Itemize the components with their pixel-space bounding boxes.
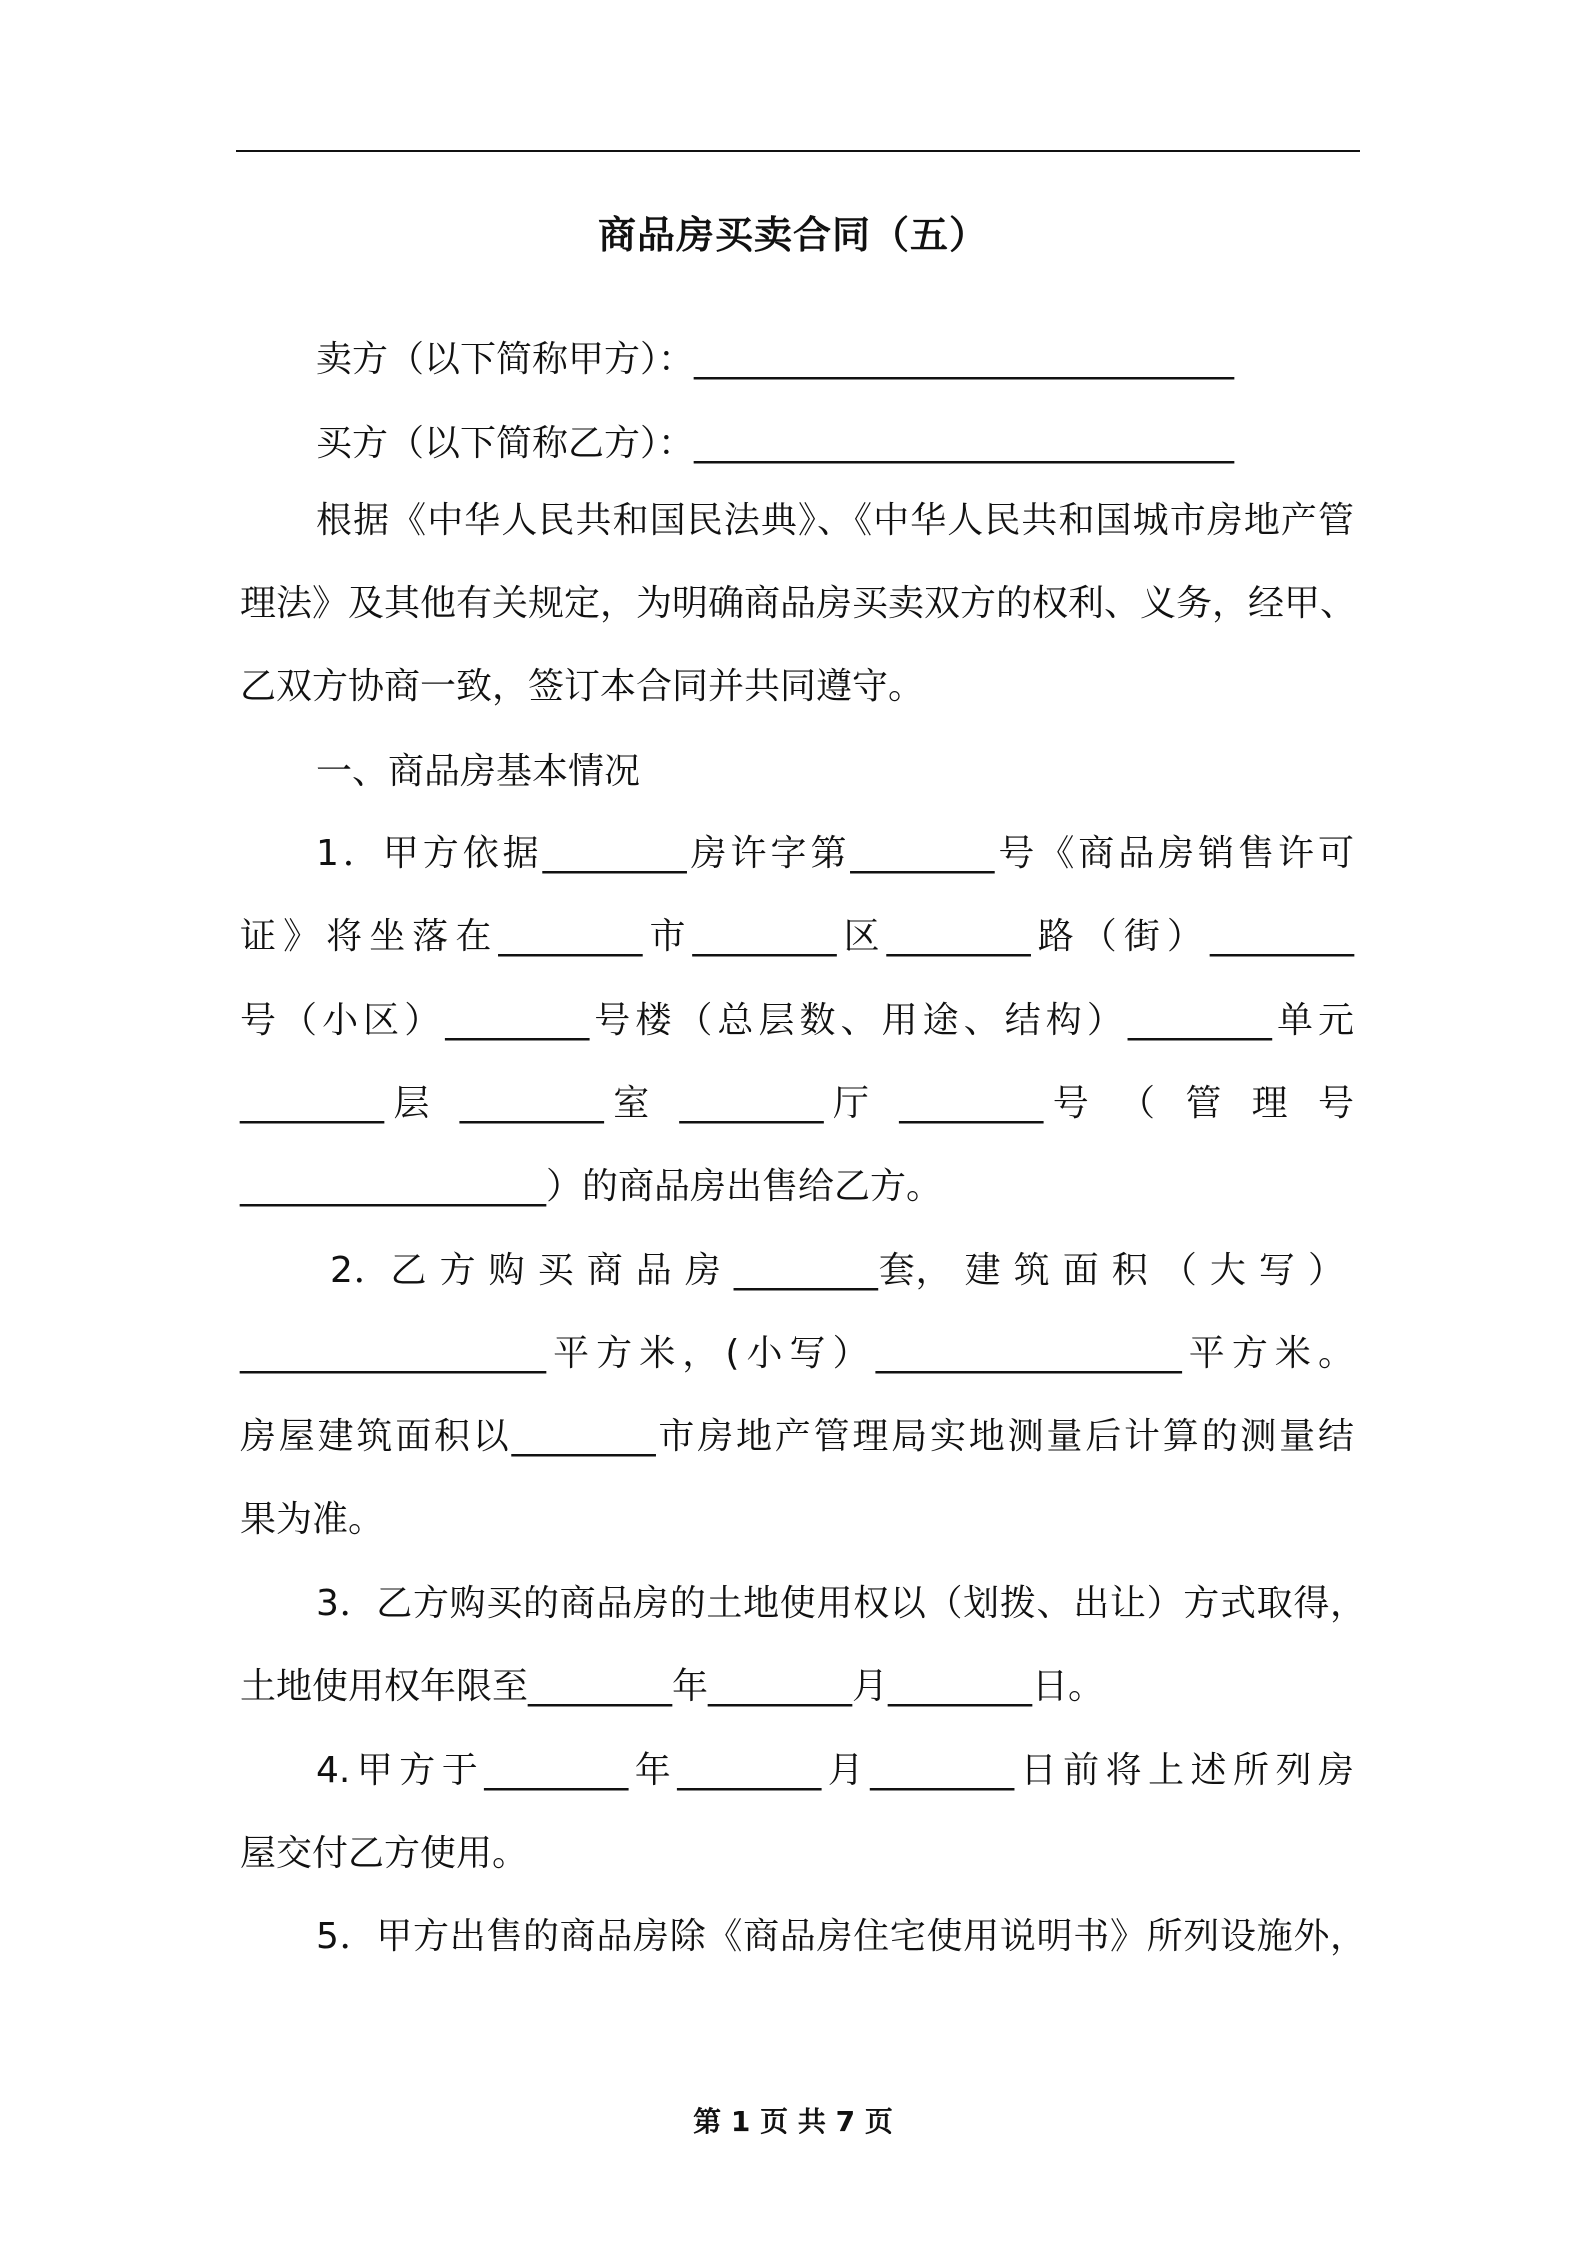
section-heading: 一、商品房基本情况	[316, 751, 641, 792]
preamble-line-3: 乙双方协商一致，签订本合同并共同遵守。	[240, 666, 925, 707]
clause-4-line-2: 屋交付乙方使用。	[240, 1833, 529, 1874]
clause-2-line-1: 2．乙 方 购 买 商 品 房 ________套， 建 筑 面 积 （ 大 写 ）	[330, 1250, 1344, 1291]
clause-2-line-3: 房屋建筑面积以________市房地产管理局实地测量后计算的测量结	[240, 1416, 1354, 1457]
clause-2-line-2: _________________平方米，(小写）_________________平方米。	[240, 1333, 1354, 1374]
preamble-line-1: 根据《中华人民共和国民法典》、《中华人民共和国城市房地产管	[316, 500, 1354, 541]
seller-line: 卖方（以下简称甲方）：______________________________	[316, 339, 1235, 380]
clause-3-line-1: 3．乙方购买的商品房的土地使用权以（划拨、出让）方式取得，	[316, 1583, 1366, 1624]
page-number: 第 1 页 共 7 页	[693, 2105, 893, 2138]
clause-1-line-3: 号（小区）________号楼（总层数、用途、结构）________单元	[240, 1000, 1354, 1041]
clause-1-line-1: 1．甲方依据________房许字第________号《商品房销售许可	[316, 833, 1354, 874]
clause-1-line-5: _________________）的商品房出售给乙方。	[240, 1166, 943, 1207]
clause-3-line-2: 土地使用权年限至________年________月________日。	[240, 1666, 1105, 1707]
preamble-line-2: 理法》及其他有关规定，为明确商品房买卖双方的权利、义务，经甲、	[240, 583, 1357, 624]
clause-1-line-2: 证》将坐落在________市________区________路（街）________	[240, 916, 1354, 957]
clause-2-line-4: 果为准。	[240, 1499, 385, 1540]
clause-5-line-1: 5．甲方出售的商品房除《商品房住宅使用说明书》所列设施外，	[316, 1916, 1366, 1957]
document-title: 商品房买卖合同（五）	[597, 213, 988, 257]
clause-1-line-4: ________层 ________室 ________厅 ________号 （ 管 理 号	[240, 1083, 1354, 1124]
clause-4-line-1: 4.甲方于________年________月________日前将上述所列房	[316, 1750, 1354, 1791]
header-rule	[236, 150, 1360, 152]
buyer-line: 买方（以下简称乙方）：______________________________	[316, 423, 1235, 464]
